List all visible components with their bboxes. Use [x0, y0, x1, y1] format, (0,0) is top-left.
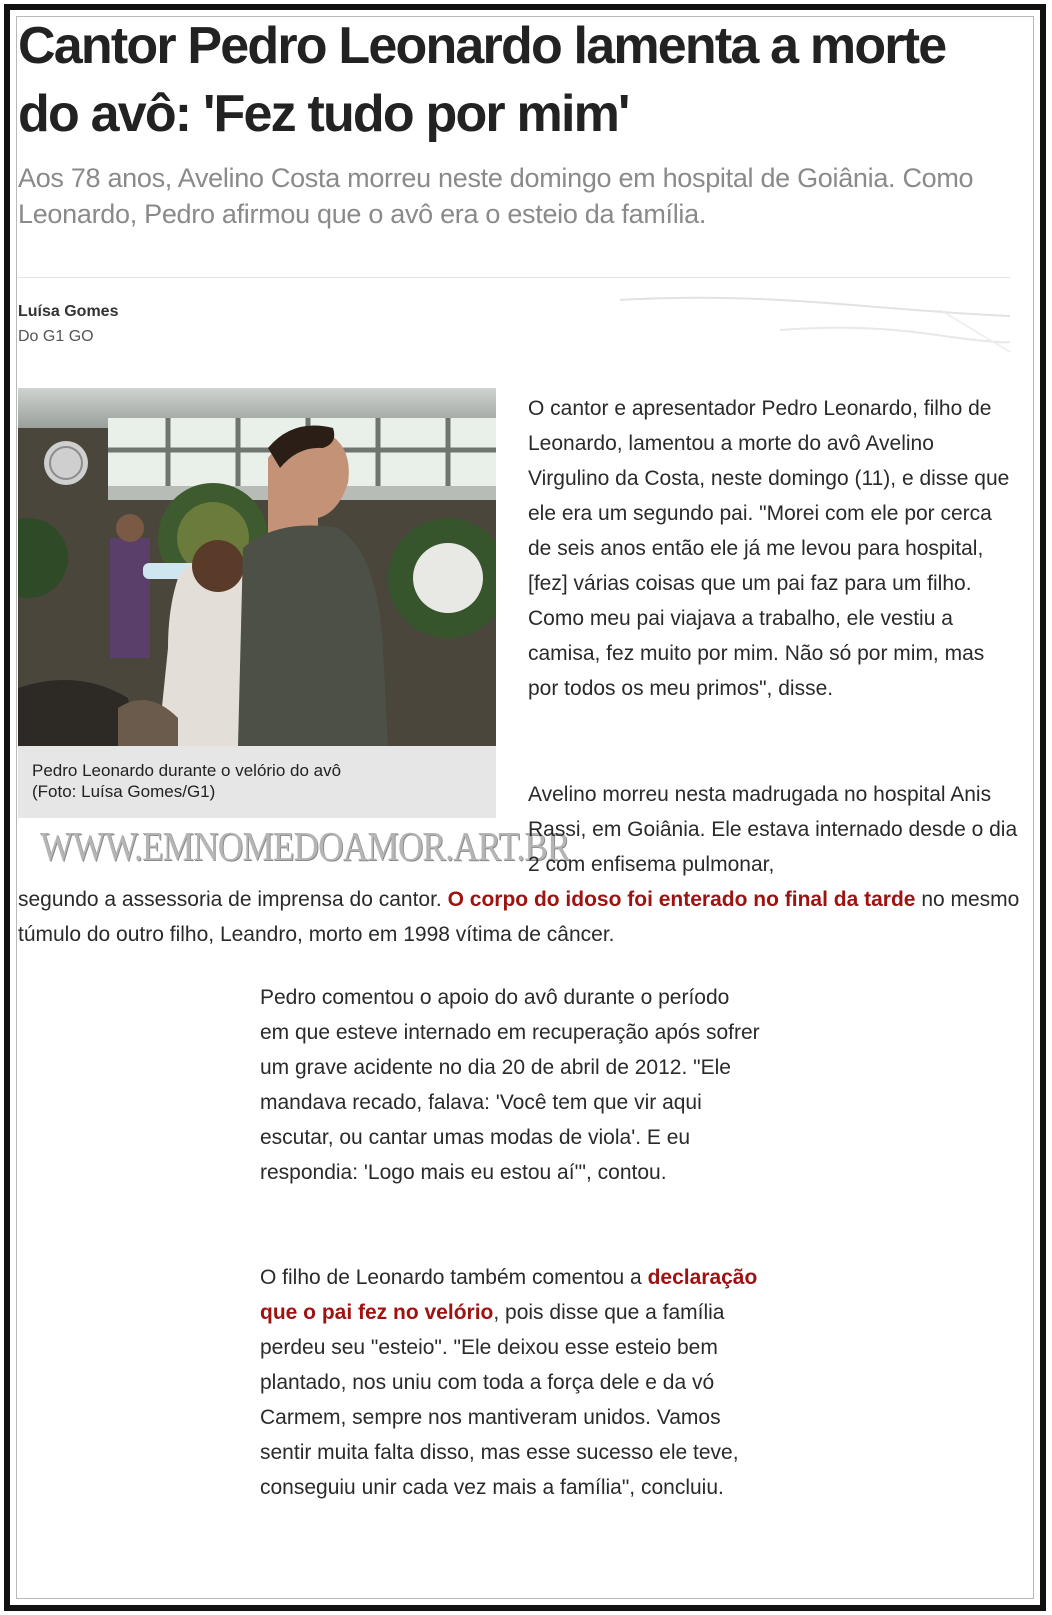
photo-credit: (Foto: Luísa Gomes/G1)	[32, 782, 216, 801]
scan-artifact	[600, 290, 1020, 360]
photo-caption-box	[18, 746, 496, 818]
photo-illustration	[18, 388, 496, 746]
burial-link[interactable]: O corpo do idoso foi enterado no final da tarde	[447, 888, 916, 911]
paragraph-4-start: O filho de Leonardo também comentou a	[260, 1266, 642, 1289]
photo-caption	[32, 760, 482, 802]
watermark: WWW.EMNOMEDOAMOR.ART.BR	[40, 823, 570, 869]
article-paragraph-3: Pedro comentou o apoio do avô durante o período em que esteve internado em recuperação após sofrer um grave acidente no dia 20 de abril de 2012. "Ele mandava recado, falava: 'Você tem que vir aqui escutar, ou cantar umas modas de viola'. E eu respondia: 'Logo mais eu estou aí'", contou.	[260, 986, 760, 1184]
article-subtitle: Aos 78 anos, Avelino Costa morreu neste domingo em hospital de Goiânia. Como Leonardo, Pedro afirmou que o avô era o esteio da família.	[18, 163, 974, 229]
article-photo[interactable]	[18, 388, 496, 746]
article-paragraph-2: Avelino morreu nesta madrugada no hospital Anis Rassi, em Goiânia. Ele estava internado desde o dia 2 com enfisema pulmonar,	[528, 783, 1018, 876]
paragraph-2-text: segundo a assessoria de imprensa do cantor.	[18, 888, 442, 911]
header-divider	[18, 277, 1010, 278]
photo-caption-text: Pedro Leonardo durante o velório do avô	[32, 761, 342, 780]
article-headline: Cantor Pedro Leonardo lamenta a morte do avô: 'Fez tudo por mim'	[18, 17, 946, 143]
paragraph-2-end: no mesmo túmulo do outro filho, Leandro, morto em 1998 vítima de câncer.	[18, 888, 1020, 946]
article-source: Do G1 GO	[18, 328, 94, 345]
paragraph-4-end: , pois disse que a família perdeu seu "esteio". "Ele deixou esse esteio bem plantado, nos uniu com toda a força dele e da vó Carmem, sempre nos mantiveram unidos. Vamos sentir muita falta disso, mas esse sucesso ele teve, conseguiu unir cada vez mais a família", concluiu.	[260, 1301, 739, 1499]
article-paragraph-1: O cantor e apresentador Pedro Leonardo, filho de Leonardo, lamentou a morte do avô Avelino Virgulino da Costa, neste domingo (11), e disse que ele era um segundo pai. "Morei com ele por cerca de seis anos então ele já me levou para hospital, [fez] várias coisas que um pai faz para um filho. Como meu pai viajava a trabalho, ele vestiu a camisa, fez muito por mim. Não só por mim, mas por todos os meu primos", disse.	[528, 397, 1010, 700]
declaration-link[interactable]: declaração que o pai fez no velório	[260, 1266, 758, 1324]
article-paragraph-2-continued	[18, 882, 1023, 952]
article-paragraph-4	[260, 1260, 760, 1505]
author-name[interactable]: Luísa Gomes	[18, 303, 119, 320]
